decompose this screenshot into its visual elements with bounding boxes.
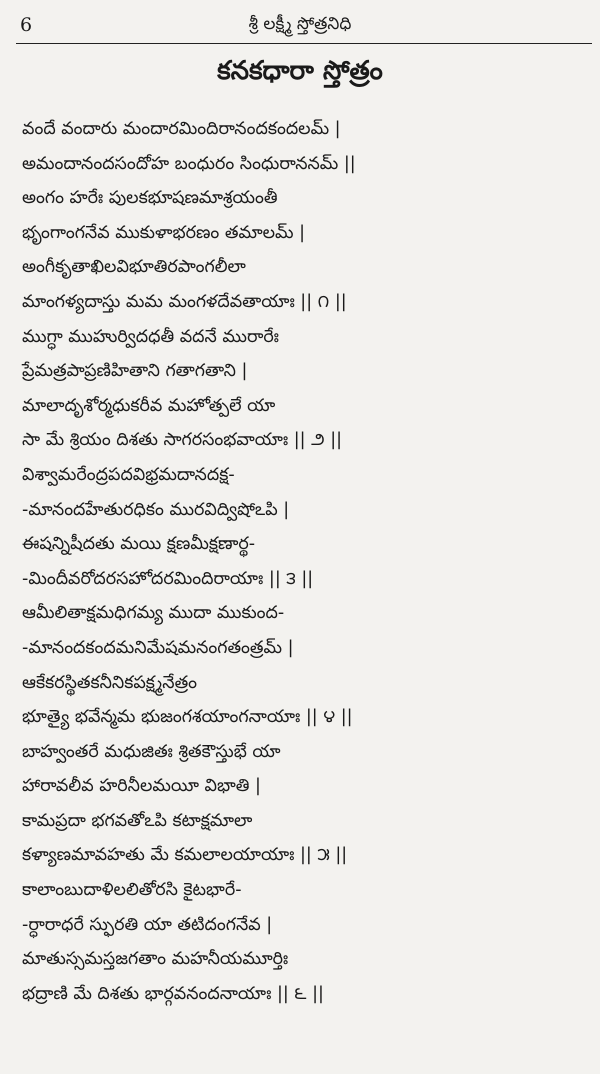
verse-line: కామప్రదా భగవతోఽపి కటాక్షమాలా bbox=[22, 810, 253, 831]
verse-line: మాతుస్సమస్తజగతాం మహనీయమూర్తిః bbox=[22, 949, 289, 970]
verse-line: ఈషన్నిషీదతు మయి క్షణమీక్షణార్థ- bbox=[22, 534, 256, 555]
verse-line: -మిందీవరోదరసహోదరమిందిరాయాః || ౩ || bbox=[22, 568, 314, 589]
verse-line: భద్రాణి మే దిశతు భార్గవనందనాయాః || ౬ || bbox=[22, 983, 324, 1004]
verse-line: -మానందహేతురధికం మురవిద్విషోఽపి | bbox=[22, 499, 290, 520]
verse-line: మాంగళ్యదాస్తు మమ మంగళదేవతాయాః || ౧ || bbox=[22, 291, 347, 312]
verse-line: హారావలీవ హరినీలమయీ విభాతి | bbox=[22, 776, 261, 797]
page-header bbox=[0, 0, 600, 48]
verse-line: వందే వందారు మందారమిందిరానందకందలమ్ | bbox=[22, 119, 341, 139]
verse-line: భూత్యై భవేన్మమ భుజంగశయాంగనాయాః || ౪ || bbox=[22, 707, 353, 728]
verse-line: ఆమీలితాక్షమధిగమ్య ముదా ముకుంద- bbox=[22, 603, 285, 624]
verse-line: -మానందకందమనిమేషమనంగతంత్రమ్ | bbox=[22, 637, 294, 658]
verse-block bbox=[22, 112, 592, 1011]
running-title: శ్రీ లక్ష్మీ స్తోత్రనిధి bbox=[248, 14, 352, 34]
verse-line: బాహ్వంతరే మధుజితః శ్రితకౌస్తుభే యా bbox=[22, 741, 281, 762]
verse-line: విశ్వామరేంద్రపదవిభ్రమదానదక్ష- bbox=[22, 464, 235, 485]
header-rule bbox=[16, 43, 592, 44]
verse-line: కళ్యాణమావహతు మే కమలాలయాయాః || ౫ || bbox=[22, 845, 348, 866]
verse-line: ముగ్ధా ముహుర్విదధతీ వదనే మురారేః bbox=[22, 326, 279, 347]
verse-line: కాలాంబుదాళిలలితోరసి కైటభారే- bbox=[22, 880, 242, 901]
verse-line: -ర్ధారాధరే స్ఫురతి యా తటిదంగనేవ | bbox=[22, 914, 273, 935]
verse-line: సా మే శ్రియం దిశతు సాగరసంభవాయాః || ౨ || bbox=[22, 430, 342, 451]
verse-line: మాలాదృశోర్మధుకరీవ మహోత్పలే యా bbox=[22, 395, 276, 416]
verse-line: అంగీకృతాఖిలవిభూతిరపాంగలీలా bbox=[22, 257, 246, 278]
verse-line: అమందానందసందోహ బంధురం సింధురాననమ్ || bbox=[22, 153, 356, 174]
verse-line: అంగం హరేః పులకభూషణమాశ్రయంతీ bbox=[22, 188, 278, 209]
verse-line: ప్రేమత్రపాప్రణిహితాని గతాగతాని | bbox=[22, 361, 248, 382]
verse-line: ఆకేకరస్థితకనీనికపక్ష్మనేత్రం bbox=[22, 672, 198, 693]
stotram-title: కనకధారా స్తోత్రం bbox=[217, 56, 383, 86]
page-number: 6 bbox=[20, 14, 33, 36]
verse-line: భృంగాంగనేవ ముకుళాభరణం తమాలమ్ | bbox=[22, 222, 305, 243]
